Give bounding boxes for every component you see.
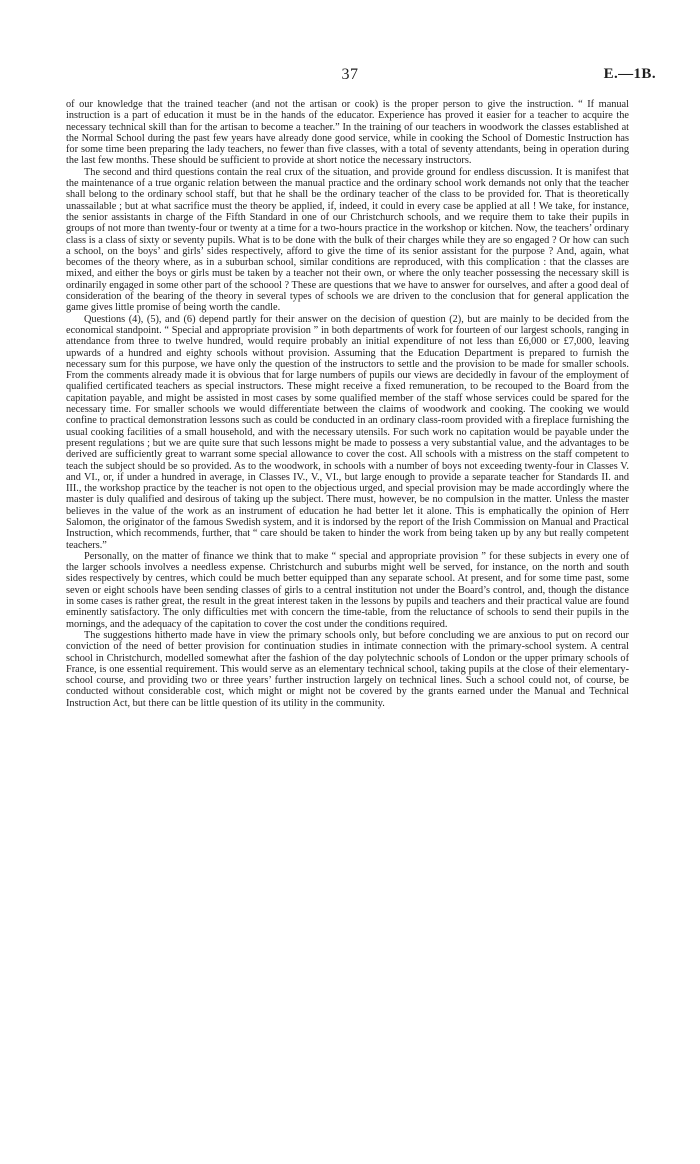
- document-reference: E.—1B.: [603, 66, 656, 82]
- paragraph-finance: Personally, on the matter of finance we think that to make “ special and appropriate provision ” for these subjects in every one of the larger schools involves a needless expense. Christchurch and suburbs might well be served, for instance, on the north and south sides respectively by centres, which could be much better equipped than any separate school. At present, and for some time past, some seven or eight schools have been sending classes of girls to a central institution not under the Board’s control, and, though the distance in some cases is rather great, the result in the great interest taken in the lessons by pupils and teachers and their practical value are found eminently satisfactory. The only difficulties met with concern the time-table, from the reluctance of schools to send their pupils in the mornings, and the adequacy of the capitation to cover the cost under the conditions required.: [66, 550, 629, 630]
- body-text: [66, 99, 629, 709]
- page-number: 37: [341, 66, 359, 83]
- page-header: [0, 66, 700, 86]
- paragraph-second-third-questions: The second and third questions contain the real crux of the situation, and provide ground for endless discussion. It is manifest that the maintenance of a true organic relation between the manual practice and the ordinary school work demands not only that the teacher shall belong to the ordinary school staff, but that he shall be the ordinary teacher of the class to be provided for. That is theoretically unassailable ; but at what sacrifice must the theory be applied, if, indeed, it could in every case be applied at all ! We take, for instance, the senior assistants in charge of the Fifth Standard in one of our Christchurch schools, and we require them to take their pupils in groups of not more than twenty-four or twenty at a time for a two-hours practice in the workshop or kitchen. Now, the teachers’ ordinary class is a class of sixty or seventy pupils. What is to be done with the bulk of their charges while they are so engaged ? Or how can such a school, on the boys’ and girls’ sides respectively, afford to give the time of its senior assistant for the purpose ? And, again, what becomes of the theory where, as in a suburban school, similar conditions are reproduced, with this complication : that the classes are mixed, and either the boys or girls must be taken by a teacher not their own, or where the only teacher possessing the necessary skill is ordinarily engaged in some other part of the schoool ? These are questions that we have to answer for ourselves, and after a good deal of consideration of the bearing of the theory in several types of schools we are driven to the conclusion that for general application the game gives little promise of being worth the candle.: [66, 166, 629, 314]
- paragraph-questions-4-5-6: Questions (4), (5), and (6) depend partly for their answer on the decision of question (2), but are mainly to be decided from the economical standpoint. “ Special and appropriate provision ” in both departments of work for fourteen of our largest schools, ranging in attendance from three to twelve hundred, would require probably an initial expenditure of not less than £6,000 or £7,000, leaving upwards of a hundred and eighty schools without provision. Assuming that the Education Department is prepared to furnish the necessary sum for this purpose, we have only the question of the instructors to settle and the provision to be made for smaller schools. From the comments already made it is obvious that for large numbers of pupils our views are decidedly in favour of the employment of qualified certificated teachers as special instructors. These might receive a fixed remuneration, to be recouped to the Board from the capitation payable, and might be assisted in most cases by some qualified member of the staff whose services could be spared for the necessary time. For smaller schools we would differentiate between the claims of woodwork and cooking. The cooking we would confine to practical demonstration lessons such as could be conducted in an ordinary class-room provided with a fireplace furnishing the usual cooking facilities of a small household, and with the necessary utensils. For such work no capitation would be payable under the present regulations ; but we are quite sure that such lessons might be made to possess a very substantial value, and the advantages to be derived are sufficiently great to warrant some special allowance to cover the cost. All schools with a mistress on the staff competent to teach the subject should be so provided. As to the woodwork, in schools with a number of boys not exceeding twenty-four in Classes V. and VI., or, if under a hundred in average, in Classes IV., V., VI., but large enough to provide a separate teacher for Standards II. and III., the workshop practice by the teacher is not open to the objectious urged, and special provision may be made accordingly where the master is duly qualified and desirous of taking up the subject. There must, however, be no compulsion in the matter. Unless the master believes in the value of the work as an instrument of education he had better let it alone. This is emphatically the opinion of Herr Salomon, the originator of the famous Swedish system, and it is indorsed by the report of the Irish Commission on Manual and Practical Instruction, which recommends, further, that “ care should be taken to hinder the work from being taken up by any but really competent teachers.”: [66, 313, 629, 551]
- paragraph-continuation: of our knowledge that the trained teacher (and not the artisan or cook) is the proper person to give the instruction. “ If manual instruction is a part of education it must be in the hands of the educator. Experience has proved it easier for a teacher to acquire the necessary technical skill than for the artisan to become a teacher.” In the training of our teachers in woodwork the classes established at the Normal School during the past few years have already done good service, while in cooking the School of Domestic Instruction has for some time been preparing the lady teachers, no fewer than five classes, with a total of seventy attendants, being in operation during the last few months. These should be sufficient to provide at short notice the necessary instructors.: [66, 99, 629, 167]
- paragraph-suggestions: The suggestions hitherto made have in view the primary schools only, but before concluding we are anxious to put on record our conviction of the need of better provision for continuation studies in intimate connection with the primary-school system. A central school in Christchurch, modelled somewhat after the fashion of the day polytechnic schools of London or the upper primary schools of France, is one essential requirement. This would serve as an elementary technical school, taking pupils at the close of their elementary-school course, and providing two or three years’ further instruction largely on technical lines. Such a school could not, of course, be conducted without considerable cost, which might or might not be covered by the grants earned under the Manual and Technical Instruction Act, but there can be little question of its utility in the community.: [66, 629, 629, 709]
